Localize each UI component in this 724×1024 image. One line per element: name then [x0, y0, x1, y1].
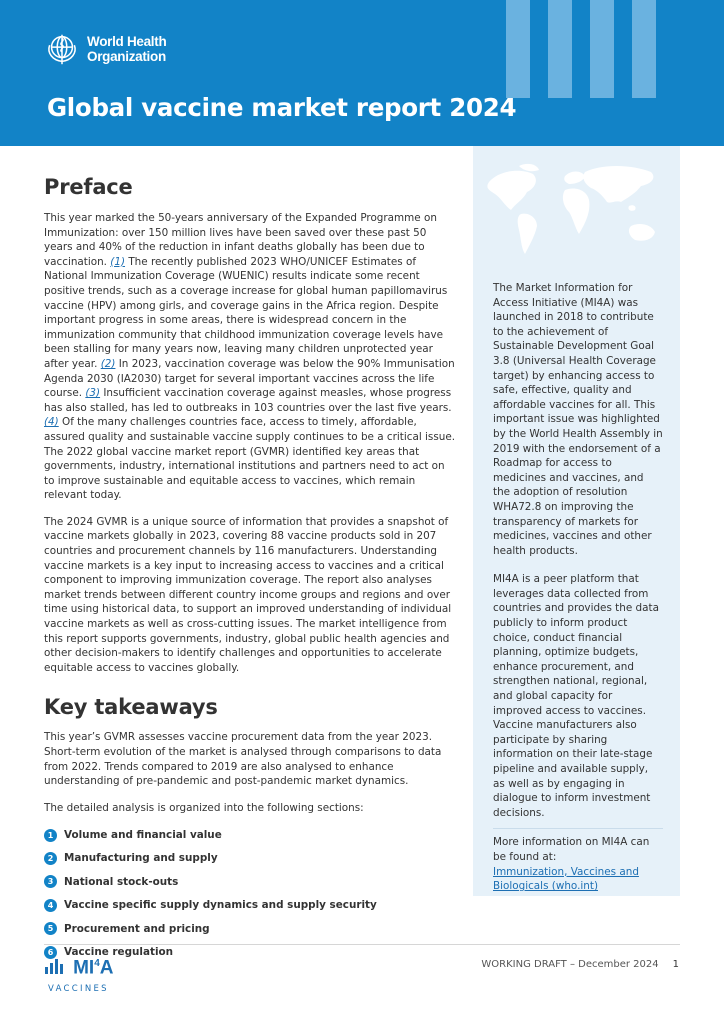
- section-number-badge: 5: [44, 922, 57, 935]
- draft-label: WORKING DRAFT – December 2024: [481, 959, 659, 970]
- header-banner: [0, 0, 724, 146]
- page-number: 1: [672, 959, 679, 970]
- section-label: Vaccine regulation: [64, 946, 174, 959]
- section-item[interactable]: [44, 870, 458, 893]
- mi4a-wordmark: [73, 954, 113, 978]
- mi4a-wordmark-sup: 4: [94, 958, 100, 969]
- section-number-badge: 1: [44, 829, 57, 842]
- footer-info: [481, 959, 679, 970]
- section-item[interactable]: [44, 917, 458, 940]
- citation-link[interactable]: (1): [110, 255, 126, 268]
- who-emblem-icon: [43, 30, 81, 68]
- sidebar-paragraph-1: The Market Information for Access Initiative (MI4A) was launched in 2018 to contribute to the achievement of Sustainable Development Goal 3.8 (Universal Health Coverage target) by enhancing access to safe, effective, quality and affordable vaccines for all. This important issue was highlighted by the World Health Assembly in 2019 with the endorsement of a Roadmap for access to medicines and vaccines, and the adoption of resolution WHA72.8 on improving the transparency of markets for medicines, vaccines and other health products.: [493, 282, 663, 557]
- sidebar-paragraph-2: MI4A is a peer platform that leverages data collected from countries and provides the data publicly to inform product choice, conduct financial planning, optimize budgets, enhance procurement, and strengthen national, regional, and global capacity for improved access to vaccines. Vaccine manufacturers also participate by sharing information on their late-stage pipeline and available supply, as well as by engaging in dialogue to inform investment decisions.: [493, 573, 659, 819]
- section-label: Volume and financial value: [64, 829, 222, 842]
- section-label: National stock-outs: [64, 875, 179, 888]
- who-name: [87, 34, 166, 64]
- preface-text-segment: In 2023, vaccination coverage was below the 90% Immunisation Agenda 2030 (IA2030) target for several important vaccines across the life course.: [44, 357, 455, 400]
- sidebar-text: [493, 281, 663, 894]
- preface-text-segment: The recently published 2023 WHO/UNICEF Estimates of National Immunization Coverage (WUENIC) results indicate some recent positive trends, such as a coverage increase for global human papillomavirus vaccine (HPV) among girls, and coverage gains in the Africa region. Despite important progress in some areas, there is widespread concern in the immunization community that childhood immunization coverage levels have been stalling for many years now, leaving many children unprotected year after year.: [44, 255, 448, 370]
- section-label: Manufacturing and supply: [64, 852, 218, 865]
- mi4a-logo[interactable]: [45, 954, 114, 994]
- main-column: [44, 172, 458, 964]
- decorative-stripe: [590, 0, 614, 98]
- report-title: Global vaccine market report 2024: [47, 93, 517, 122]
- preface-heading: Preface: [44, 175, 133, 199]
- key-takeaways-paragraph-2: The detailed analysis is organized into the following sections:: [44, 801, 364, 814]
- mi4a-wordmark-mi: MI: [73, 957, 95, 979]
- section-number-badge: 6: [44, 946, 57, 959]
- mi4a-bars-icon: [45, 959, 63, 974]
- mi4a-wordmark-a: A: [99, 957, 114, 979]
- section-label: Procurement and pricing: [64, 922, 210, 935]
- footer-divider: [44, 944, 680, 945]
- who-name-line1: World Health: [87, 34, 167, 49]
- citation-link[interactable]: (2): [100, 357, 116, 370]
- who-name-line2: Organization: [87, 49, 166, 64]
- key-takeaways-paragraph-1: This year’s GVMR assesses vaccine procurement data from the year 2023. Short-term evolution of the market is analysed through comparisons to data from 2022. Trends compared to 2019 are also analysed to enhance understanding of pre-pandemic and post-pandemic market dynamics.: [44, 731, 442, 788]
- sections-list: [44, 823, 458, 963]
- key-takeaways-heading: Key takeaways: [44, 695, 218, 720]
- section-item[interactable]: [44, 823, 458, 846]
- preface-text-segment: This year marked the 50-years anniversary of the Expanded Programme on Immunization: over 150 million lives have been saved over these past 50 years and 40% of the reduction in infant deaths globally has been due to vaccination.: [44, 212, 437, 268]
- section-item[interactable]: [44, 847, 458, 870]
- section-number-badge: 2: [44, 852, 57, 865]
- decorative-stripe: [632, 0, 656, 98]
- preface-paragraph-1: [44, 211, 458, 503]
- section-label: Vaccine specific supply dynamics and supply security: [64, 899, 377, 912]
- section-number-badge: 3: [44, 875, 57, 888]
- mi4a-sidebar: [473, 146, 680, 896]
- more-info-text: More information on MI4A can be found at:: [493, 836, 650, 863]
- citation-link[interactable]: (4): [44, 416, 59, 429]
- decorative-stripe: [506, 0, 530, 98]
- citation-link[interactable]: (3): [85, 387, 101, 400]
- world-map-icon: [481, 160, 667, 260]
- decorative-stripe: [548, 0, 572, 98]
- section-item[interactable]: [44, 894, 458, 917]
- preface-paragraph-2: The 2024 GVMR is a unique source of information that provides a snapshot of vaccine markets globally in 2023, covering 88 vaccine products sold in 207 countries and procurement channels by 116 manufacturers. Understanding vaccine markets is a key input to increasing access to vaccines and a critical component to improving immunization coverage. The report also analyses market trends between different country income groups and regions and over time using historical data, to support an improved understanding of individual vaccine markets as well as cross-cutting issues. The market intelligence from this report supports governments, industry, global public health agencies and other decision-makers to identify challenges and opportunities to accelerate equitable access to vaccines globally.: [44, 515, 452, 674]
- section-number-badge: 4: [44, 899, 57, 912]
- sidebar-more-info: [493, 835, 663, 893]
- preface-text-segment: Of the many challenges countries face, access to timely, affordable, assured quality and sustainable vaccine supply continues to be a critical issue. The 2022 global vaccine market report (GVMR) identified key areas that governments, industry, international institutions and partners need to act on to improve sustainable and equitable access to vaccines, which remain relevant today.: [44, 416, 456, 502]
- sidebar-divider: [493, 828, 663, 829]
- who-logo[interactable]: [43, 30, 166, 68]
- preface-text-segment: Insufficient vaccination coverage against measles, whose progress has also stalled, has led to outbreaks in 103 countries over the last five years.: [44, 387, 452, 414]
- mi4a-subtitle: VACCINES: [48, 984, 109, 995]
- who-ivb-link[interactable]: Immunization, Vaccines and Biologicals (who.int): [493, 865, 639, 893]
